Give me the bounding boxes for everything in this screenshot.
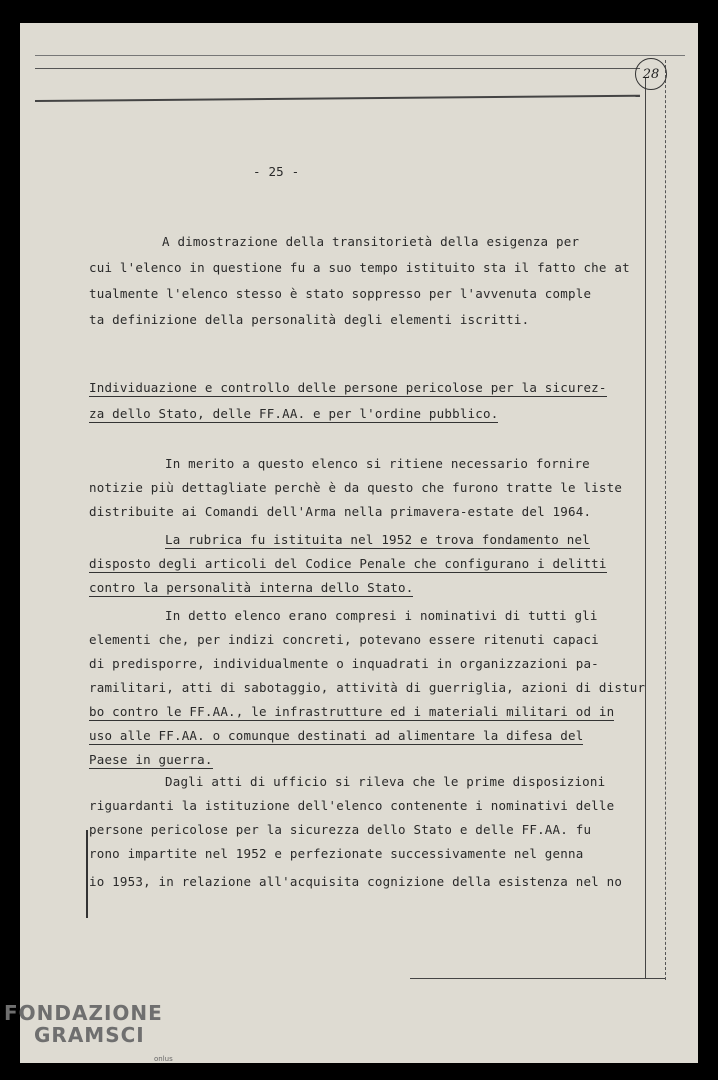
frame-line [645,78,646,978]
frame-line [665,60,666,980]
text-line: io 1953, in relazione all'acquisita cognizione della esistenza nel no [89,874,623,889]
text-line: contro la personalità interna dello Stato. [89,580,414,595]
text-line: rono impartite nel 1952 e perfezionate successivamente nel genna [89,846,584,861]
text-line: tualmente l'elenco stesso è stato soppresso per l'avvenuta comple [89,286,592,301]
text-line: A dimostrazione della transitorietà della esigenza per [162,234,580,249]
text-line: cui l'elenco in questione fu a suo tempo istituito sta il fatto che at [89,260,630,275]
frame-line [35,55,685,56]
text-line: persone pericolose per la sicurezza dello Stato e delle FF.AA. fu [89,822,592,837]
section-heading: za dello Stato, delle FF.AA. e per l'ordine pubblico. [89,406,499,421]
text-line: In detto elenco erano compresi i nominativi di tutti gli [165,608,598,623]
text-line: disposto degli articoli del Codice Penale che configurano i delitti [89,556,607,571]
text-line: ramilitari, atti di sabotaggio, attività di guerriglia, azioni di distur [89,680,646,695]
text-line: notizie più dettagliate perchè è da questo che furono tratte le liste [89,480,623,495]
text-line: bo contro le FF.AA., le infrastrutture ed i materiali militari od in [89,704,615,719]
text-line: elementi che, per indizi concreti, potevano essere ritenuti capaci [89,632,599,647]
section-heading: Individuazione e controllo delle persone pericolose per la sicurez- [89,380,607,395]
text-line: Paese in guerra. [89,752,213,767]
text-line: uso alle FF.AA. o comunque destinati ad alimentare la difesa del [89,728,584,743]
fondazione-gramsci-watermark [4,1001,173,1063]
text-line: distribuite ai Comandi dell'Arma nella primavera-estate del 1964. [89,504,592,519]
text-line: ta definizione della personalità degli elementi iscritti. [89,312,530,327]
frame-line [35,68,640,69]
watermark-small: onlus [154,1055,173,1063]
text-line: Dagli atti di ufficio si rileva che le prime disposizioni [165,774,606,789]
frame-line [410,978,665,979]
text-line: di predisporre, individualmente o inquadrati in organizzazioni pa- [89,656,599,671]
archive-number-stamp: 28 [635,58,667,90]
watermark-line2: GRAMSCI [34,1023,145,1047]
text-line: riguardanti la istituzione dell'elenco contenente i nominativi delle [89,798,615,813]
text-line: In merito a questo elenco si ritiene necessario fornire [165,456,590,471]
margin-mark [86,830,88,918]
text-line: La rubrica fu istituita nel 1952 e trova fondamento nel [165,532,590,547]
page-number: - 25 - [253,164,300,179]
watermark-line1: FONDAZIONE [4,1001,163,1025]
